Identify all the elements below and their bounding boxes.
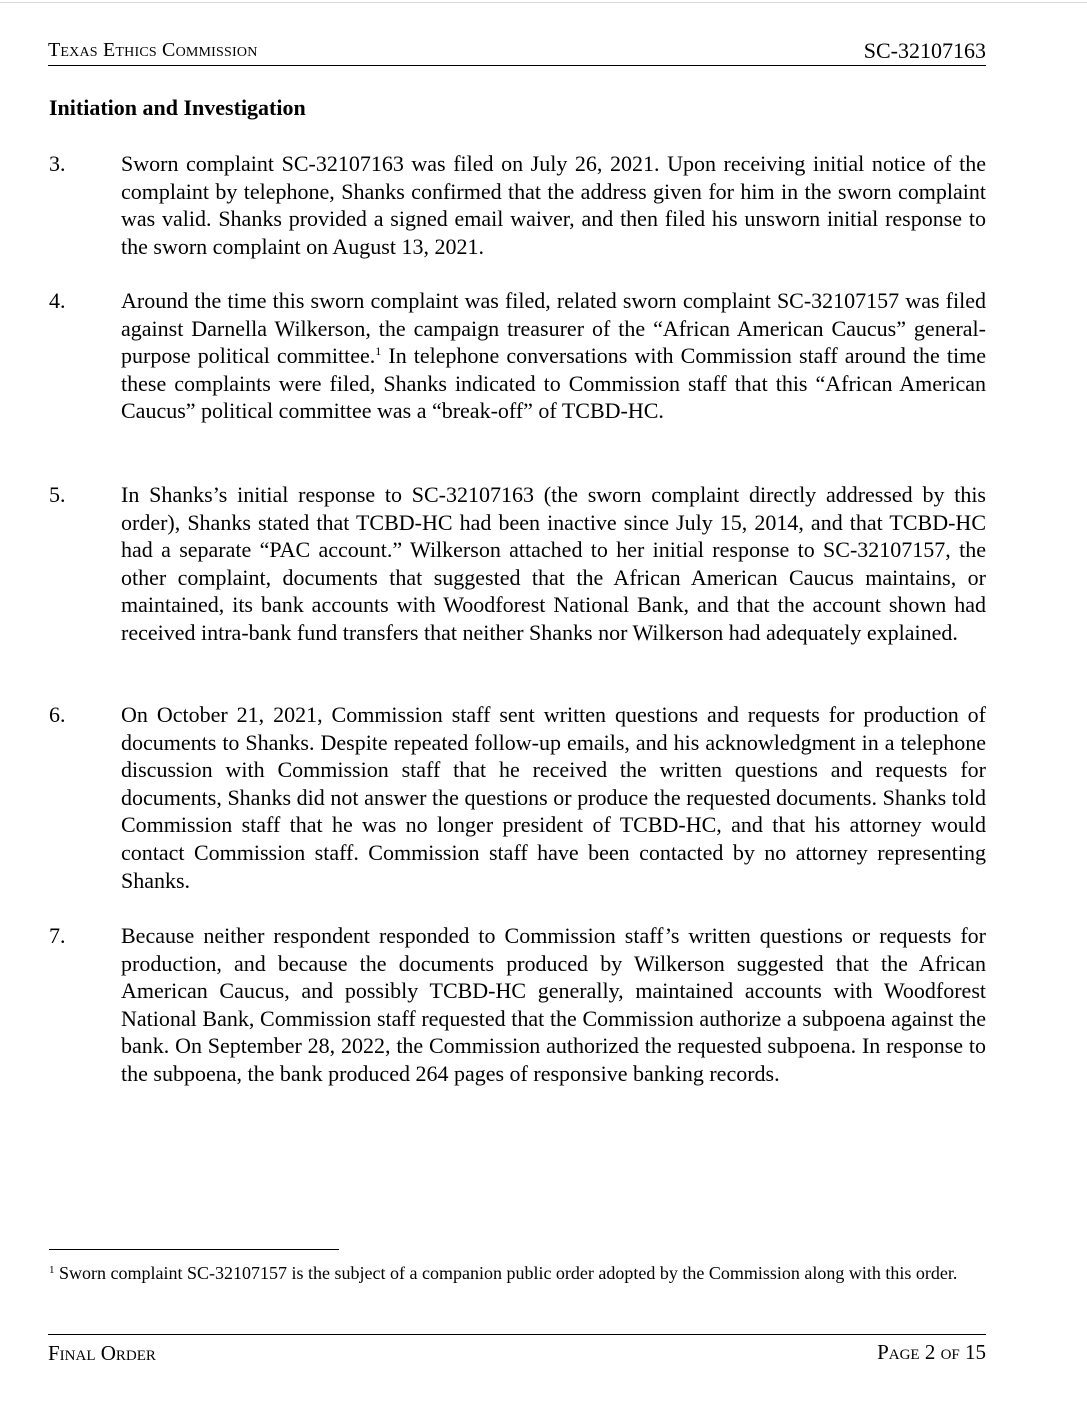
paragraph-4 <box>49 287 986 425</box>
paragraph-text <box>121 287 986 425</box>
page-footer <box>48 1334 986 1371</box>
paragraph-number: 4. <box>49 288 66 313</box>
footer-document-type: Final Order <box>48 1341 156 1365</box>
paragraph-number: 3. <box>49 151 66 176</box>
header-agency: Texas Ethics Commission <box>48 39 258 61</box>
footnote-text: Sworn complaint SC-32107157 is the subject of a companion public order adopted by the Commission along with this order. <box>54 1263 958 1283</box>
paragraph-3 <box>49 150 986 260</box>
paragraph-number: 7. <box>49 923 66 948</box>
header-case-number: SC-32107163 <box>863 38 986 63</box>
page-header <box>48 37 986 66</box>
paragraph-text: Sworn complaint SC-32107163 was filed on July 26, 2021. Upon receiving initial notice of the complaint by telephone, Shanks confirmed that the address given for him in the sworn complaint was valid. Shanks provided a signed email waiver, and then filed his unsworn initial response to the sworn complaint on August 13, 2021. <box>121 151 986 259</box>
footnote <box>49 1262 986 1285</box>
paragraph-text-part: In telephone conversations with Commission staff around the time these complaints were filed, Shanks indicated to Commission staff that this “African American Caucus” political committee was a “break-off” of TCBD-HC. <box>121 343 986 424</box>
footnote-marker: 1 <box>49 1264 55 1276</box>
paragraph-7 <box>49 922 986 1088</box>
section-title: Initiation and Investigation <box>49 95 306 120</box>
footnote-reference: 1 <box>375 344 382 359</box>
footer-page-number: Page 2 of 15 <box>877 1340 986 1364</box>
top-border <box>0 2 1087 3</box>
paragraph-text-part: Around the time this sworn complaint was filed, related sworn complaint SC-32107157 was filed against Darnella Wilkerson, the campaign treasurer of the “African American Caucus” general-purpose political committee. <box>121 288 986 369</box>
paragraph-number: 6. <box>49 702 66 727</box>
paragraph-text: In Shanks’s initial response to SC-32107163 (the sworn complaint directly addressed by this order), Shanks stated that TCBD-HC had been inactive since July 15, 2014, and that TCBD-HC had a separate “PAC account.” Wilkerson attached to her initial response to SC-32107157, the other complaint, documents that suggested that the African American Caucus maintains, or maintained, its bank accounts with Woodforest National Bank, and that the account shown had received intra-bank fund transfers that neither Shanks nor Wilkerson had adequately explained. <box>121 482 986 645</box>
paragraph-6 <box>49 701 986 894</box>
footnote-separator <box>49 1249 339 1250</box>
paragraph-5 <box>49 481 986 647</box>
paragraph-number: 5. <box>49 482 66 507</box>
paragraph-text: On October 21, 2021, Commission staff sent written questions and requests for production of documents to Shanks. Despite repeated follow-up emails, and his acknowledgment in a telephone discussion with Commission staff that he received the written questions and requests for documents, Shanks did not answer the questions or produce the requested documents. Shanks told Commission staff that he was no longer president of TCBD-HC, and that his attorney would contact Commission staff. Commission staff have been contacted by no attorney representing Shanks. <box>121 702 986 893</box>
paragraph-text: Because neither respondent responded to Commission staff’s written questions or requests for production, and because the documents produced by Wilkerson suggested that the African American Caucus, and possibly TCBD-HC generally, maintained accounts with Woodforest National Bank, Commission staff requested that the Commission authorize a subpoena against the bank. On September 28, 2022, the Commission authorized the requested subpoena. In response to the subpoena, the bank produced 264 pages of responsive banking records. <box>121 923 986 1086</box>
